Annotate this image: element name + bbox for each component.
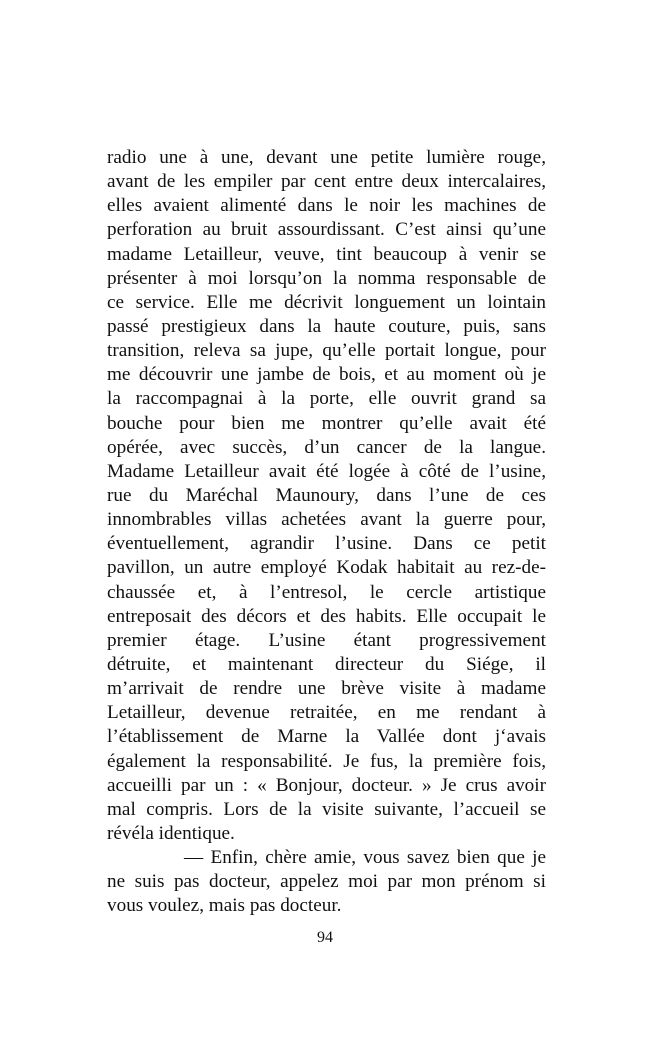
text-line: m’arrivait de rendre une brève visite à madame: [107, 678, 546, 700]
text-line: — Enfin, chère amie, vous savez bien que je: [184, 847, 546, 869]
text-line: Letailleur, devenue retraitée, en me rendant à: [107, 702, 546, 724]
text-line: pavillon, un autre employé Kodak habitait au rez-de-: [107, 557, 546, 579]
text-line: ce service. Elle me décrivit longuement un lointain: [107, 291, 546, 313]
text-line: innombrables villas achetées avant la guerre pour,: [107, 509, 546, 531]
page-number: 94: [317, 929, 333, 946]
text-line: présenter à moi lorsqu’on la nomma responsable de: [107, 267, 546, 289]
text-line: chaussée et, à l’entresol, le cercle artistique: [107, 581, 546, 603]
text-line: passé prestigieux dans la haute couture, puis, sans: [107, 315, 546, 337]
text-line: Madame Letailleur avait été logée à côté de l’usine,: [107, 460, 546, 482]
text-line: également la responsabilité. Je fus, la première fois,: [107, 750, 546, 772]
text-line: avant de les empiler par cent entre deux intercalaires,: [107, 171, 546, 193]
text-line: perforation au bruit assourdissant. C’est ainsi qu’une: [107, 219, 546, 241]
text-line: madame Letailleur, veuve, tint beaucoup à venir se: [107, 243, 546, 265]
text-line: elles avaient alimenté dans le noir les machines de: [107, 195, 546, 217]
text-line: vous voulez, mais pas docteur.: [107, 895, 342, 917]
text-line: mal compris. Lors de la visite suivante, l’accueil se: [107, 798, 546, 820]
text-line: ne suis pas docteur, appelez moi par mon prénom si: [107, 871, 546, 893]
text-line: radio une à une, devant une petite lumière rouge,: [107, 147, 546, 168]
text-line: révéla identique.: [107, 822, 235, 844]
text-line: l’établissement de Marne la Vallée dont j‘avais: [107, 726, 546, 748]
text-line: détruite, et maintenant directeur du Siége, il: [107, 653, 546, 675]
text-line: bouche pour bien me montrer qu’elle avait été: [107, 412, 546, 434]
text-line: la raccompagnai à la porte, elle ouvrit grand sa: [107, 388, 546, 410]
text-line: rue du Maréchal Maunoury, dans l’une de ces: [107, 484, 546, 506]
text-line: entreposait des décors et des habits. Elle occupait le: [107, 605, 546, 627]
text-line: éventuellement, agrandir l’usine. Dans ce petit: [107, 533, 546, 555]
text-line: transition, releva sa jupe, qu’elle portait longue, pour: [107, 340, 546, 362]
text-line: me découvrir une jambe de bois, et au moment où je: [107, 364, 546, 386]
body-text: [107, 146, 546, 919]
text-line: opérée, avec succès, d’un cancer de la langue.: [107, 436, 546, 458]
text-line: premier étage. L’usine étant progressivement: [107, 629, 546, 651]
text-line: accueilli par un : « Bonjour, docteur. » Je crus avoir: [107, 774, 546, 796]
